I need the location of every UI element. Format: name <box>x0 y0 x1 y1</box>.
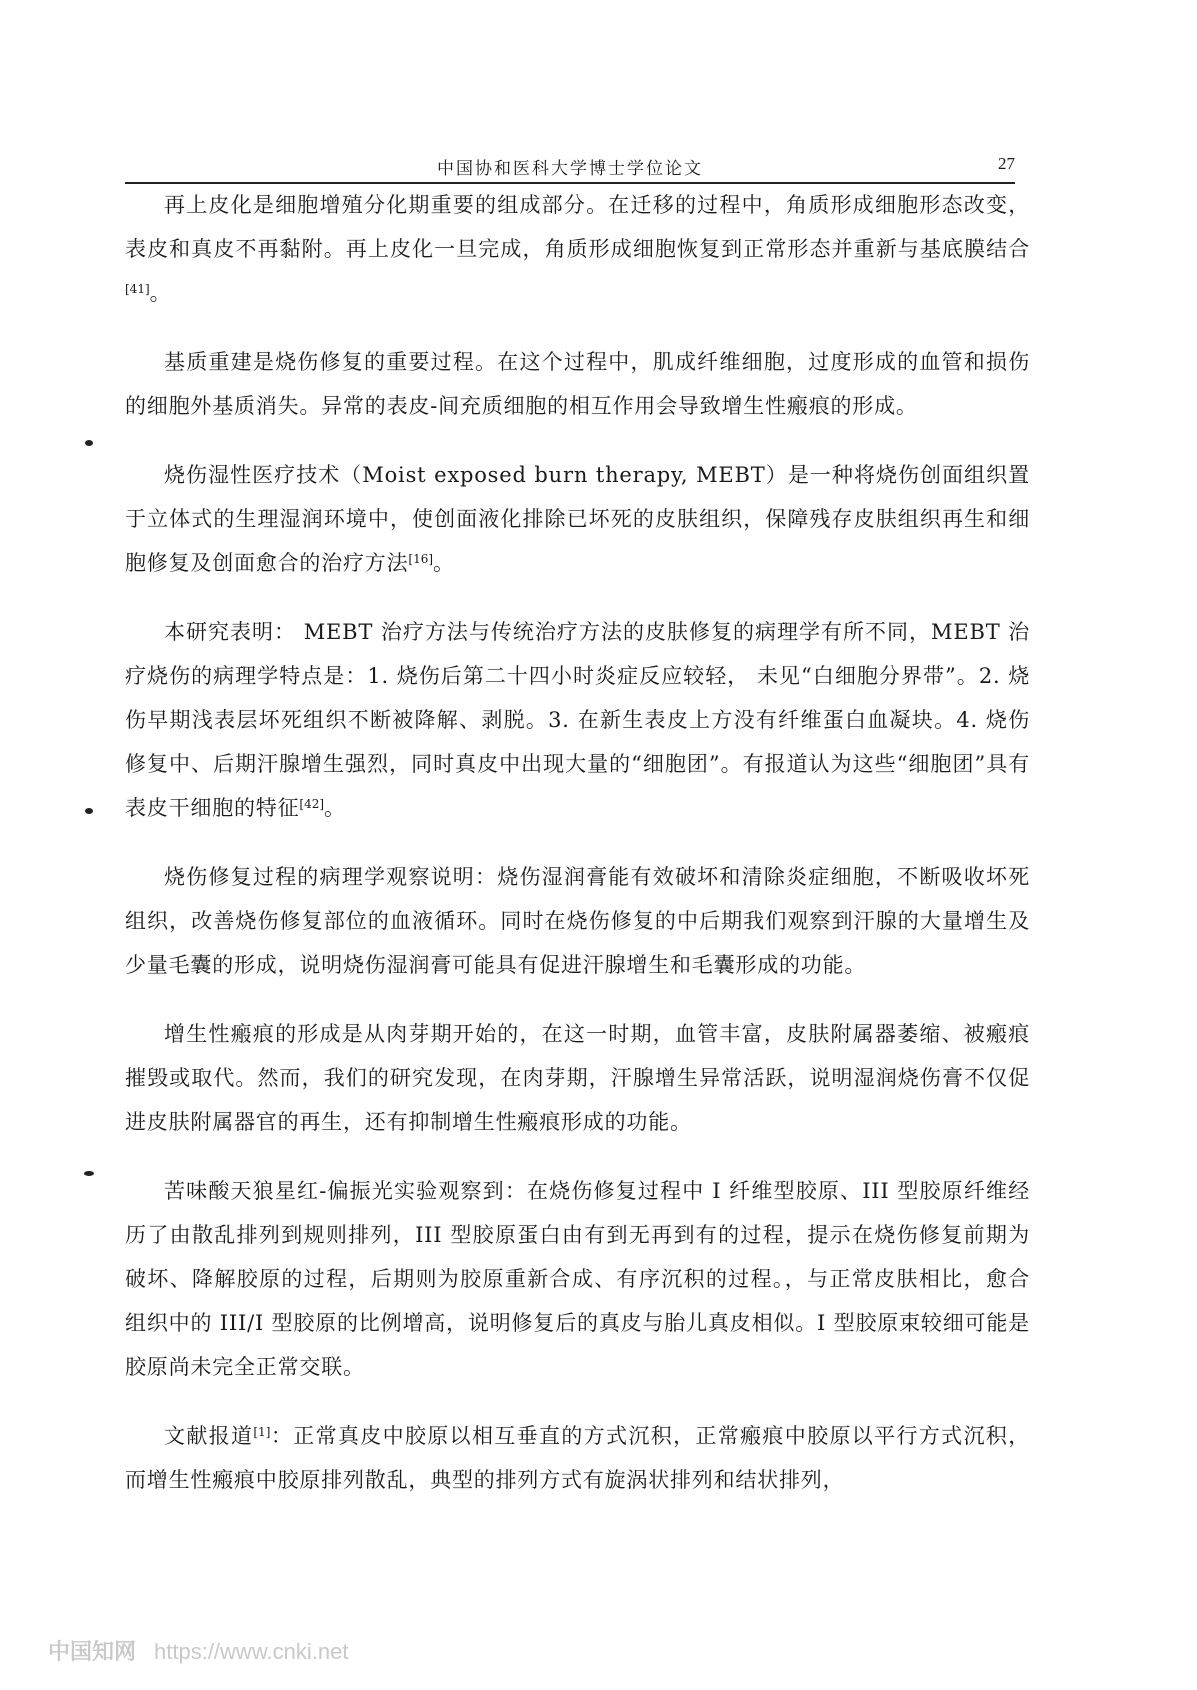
citation[interactable]: [1] <box>253 1425 271 1439</box>
running-title: 中国协和医科大学博士学位论文 <box>437 159 703 179</box>
citation[interactable]: [42] <box>299 797 325 811</box>
citation[interactable]: [16] <box>408 552 434 566</box>
paragraph: 增生性瘢痕的形成是从肉芽期开始的，在这一时期，血管丰富，皮肤附属器萎缩、被瘢痕摧毁或取代。然而，我们的研究发现，在肉芽期，汗腺增生异常活跃，说明湿润烧伤膏不仅促进皮肤附属器官的再生，还有抑制增生性瘢痕形成的功能。 <box>125 1022 1030 1134</box>
paragraph: 烧伤湿性医疗技术（Moist exposed burn therapy, MEBT）是一种将烧伤创面组织置于立体式的生理湿润环境中，使创面液化排除已坏死的皮肤组织，保障残存皮肤组织再生和细胞修复及创面愈合的治疗方法[16]。 <box>125 463 1030 575</box>
scan-mark <box>84 1171 94 1176</box>
scan-mark <box>85 808 93 814</box>
scan-mark <box>85 440 93 446</box>
cnki-url[interactable]: https://www.cnki.net <box>154 1639 349 1664</box>
page-number: 27 <box>998 154 1015 173</box>
body-text <box>125 183 1030 1527</box>
paragraph: 再上皮化是细胞增殖分化期重要的组成部分。在迁移的过程中，角质形成细胞形态改变，表皮和真皮不再黏附。再上皮化一旦完成，角质形成细胞恢复到正常形态并重新与基底膜结合[41]。 <box>125 193 1030 305</box>
footer-watermark <box>48 1635 348 1666</box>
page-header <box>125 150 1015 184</box>
citation[interactable]: [41] <box>125 282 150 296</box>
paragraph: 基质重建是烧伤修复的重要过程。在这个过程中，肌成纤维细胞，过度形成的血管和损伤的细胞外基质消失。异常的表皮-间充质细胞的相互作用会导致增生性瘢痕的形成。 <box>125 350 1030 418</box>
paragraph: 苦味酸天狼星红-偏振光实验观察到：在烧伤修复过程中 I 纤维型胶原、III 型胶原纤维经历了由散乱排列到规则排列，III 型胶原蛋白由有到无再到有的过程，提示在烧伤修复前期为破坏、降解胶原的过程，后期则为胶原重新合成、有序沉积的过程。，与正常皮肤相比，愈合组织中的 III/I 型胶原的比例增高，说明修复后的真皮与胎儿真皮相似。I 型胶原束较细可能是胶原尚未完全正常交联。 <box>125 1179 1030 1379</box>
cnki-logo: 中国知网 <box>48 1639 137 1664</box>
paragraph: 文献报道[1]：正常真皮中胶原以相互垂直的方式沉积，正常瘢痕中胶原以平行方式沉积，而增生性瘢痕中胶原排列散乱，典型的排列方式有旋涡状排列和结状排列， <box>125 1424 1030 1492</box>
paragraph: 烧伤修复过程的病理学观察说明：烧伤湿润膏能有效破坏和清除炎症细胞，不断吸收坏死组织，改善烧伤修复部位的血液循环。同时在烧伤修复的中后期我们观察到汗腺的大量增生及少量毛囊的形成，说明烧伤湿润膏可能具有促进汗腺增生和毛囊形成的功能。 <box>125 865 1030 977</box>
paragraph: 本研究表明： MEBT 治疗方法与传统治疗方法的皮肤修复的病理学有所不同，MEBT 治疗烧伤的病理学特点是：1. 烧伤后第二十四小时炎症反应较轻， 未见“白细胞分界带”。2. 烧伤早期浅表层坏死组织不断被降解、剥脱。3. 在新生表皮上方没有纤维蛋白血凝块。4. 烧伤修复中、后期汗腺增生强烈，同时真皮中出现大量的“细胞团”。有报道认为这些“细胞团”具有表皮干细胞的特征[42]。 <box>125 620 1030 820</box>
